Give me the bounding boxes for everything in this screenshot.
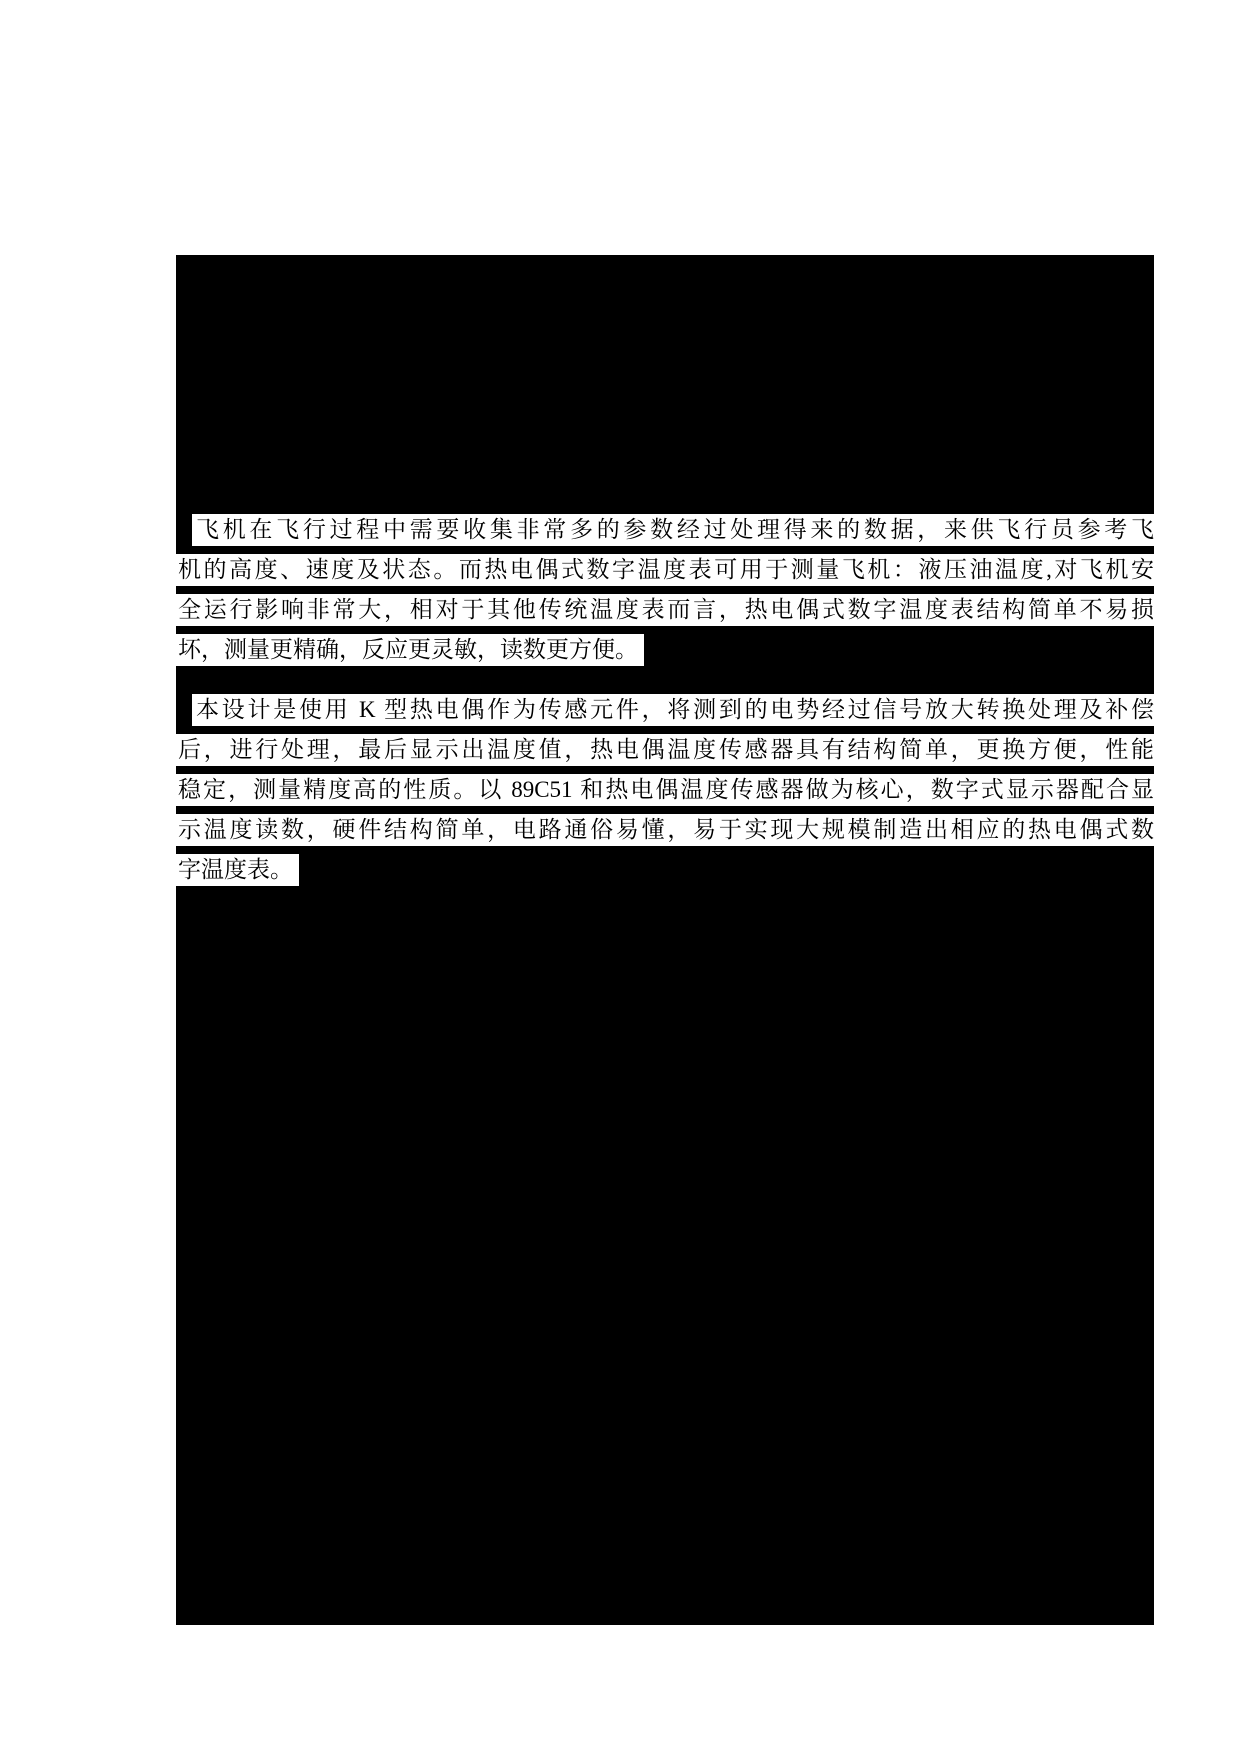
text-line: 本设计是使用 K 型热电偶作为传感元件，将测到的电势经过信号放大转换处理及补偿 (192, 694, 1154, 726)
text-line: 后，进行处理，最后显示出温度值，热电偶温度传感器具有结构简单，更换方便，性能 (176, 734, 1154, 766)
text-line: 飞机在飞行过程中需要收集非常多的参数经过处理得来的数据，来供飞行员参考飞 (192, 514, 1154, 546)
text-line: 稳定，测量精度高的性质。以 89C51 和热电偶温度传感器做为核心，数字式显示器配合显 (176, 774, 1154, 806)
text-line: 字温度表。 (176, 854, 299, 886)
text-line: 机的高度、速度及状态。而热电偶式数字温度表可用于测量飞机：液压油温度,对飞机安 (176, 554, 1154, 586)
text-line: 全运行影响非常大，相对于其他传统温度表而言，热电偶式数字温度表结构简单不易损 (176, 594, 1154, 626)
text-line: 坏，测量更精确，反应更灵敏，读数更方便。 (176, 634, 644, 666)
text-line: 示温度读数，硬件结构简单，电路通俗易懂，易于实现大规模制造出相应的热电偶式数 (176, 814, 1154, 846)
redacted-block (176, 255, 1154, 1625)
